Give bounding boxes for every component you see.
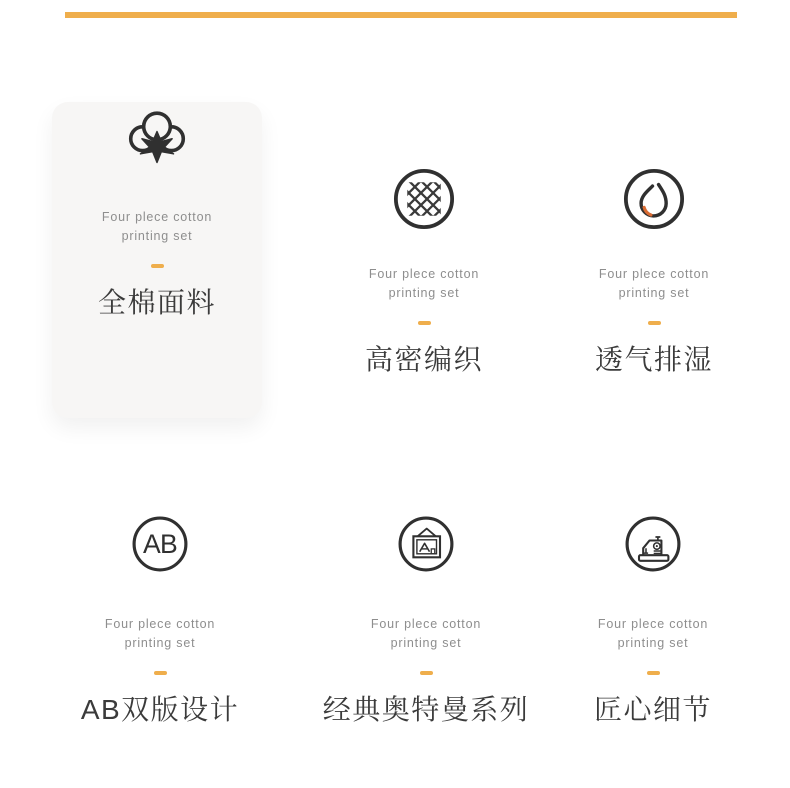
caption-line-2: printing set — [390, 636, 462, 651]
feature-ab-design — [30, 509, 290, 728]
caption-line-2: printing set — [124, 636, 196, 651]
sewing-machine-icon — [618, 509, 688, 579]
feature-caption — [598, 615, 708, 654]
accent-dash — [420, 671, 433, 675]
caption-line-2: printing set — [388, 286, 460, 301]
water-drop-icon — [616, 161, 692, 237]
picture-frame-icon — [391, 509, 461, 579]
feature-classic-series — [296, 509, 556, 728]
caption-line-1: Four plece cotton — [598, 267, 710, 281]
feature-title: AB双版设计 — [80, 693, 240, 725]
feature-breathable — [524, 161, 784, 378]
accent-dash — [151, 264, 164, 268]
weave-texture-icon — [386, 161, 462, 237]
feature-title: 全棉面料 — [97, 286, 216, 318]
caption-line-2: printing set — [617, 636, 689, 651]
accent-dash — [418, 321, 431, 325]
accent-dash — [647, 671, 660, 675]
caption-line-1: Four plece cotton — [370, 617, 482, 631]
feature-caption — [102, 208, 212, 247]
feature-craftsmanship — [523, 509, 783, 728]
feature-caption — [369, 265, 479, 304]
accent-divider-bar — [65, 12, 737, 18]
feature-title: 经典奥特曼系列 — [322, 693, 530, 725]
caption-line-1: Four plece cotton — [368, 267, 480, 281]
feature-title: 匠心细节 — [593, 693, 712, 725]
feature-weave — [294, 161, 554, 378]
caption-line-1: Four plece cotton — [101, 210, 213, 224]
accent-dash — [154, 671, 167, 675]
feature-caption — [105, 615, 215, 654]
ab-letters-icon — [125, 509, 195, 579]
caption-line-1: Four plece cotton — [597, 617, 709, 631]
accent-dash — [648, 321, 661, 325]
caption-line-2: printing set — [121, 229, 193, 244]
feature-title: 高密编织 — [364, 343, 483, 375]
ab-letters-text: AB — [142, 529, 178, 560]
caption-line-2: printing set — [618, 286, 690, 301]
feature-caption — [371, 615, 481, 654]
caption-line-1: Four plece cotton — [104, 617, 216, 631]
cotton-flower-icon — [121, 102, 193, 174]
feature-cotton-fabric — [52, 102, 262, 418]
feature-caption — [599, 265, 709, 304]
feature-title: 透气排湿 — [594, 343, 713, 375]
